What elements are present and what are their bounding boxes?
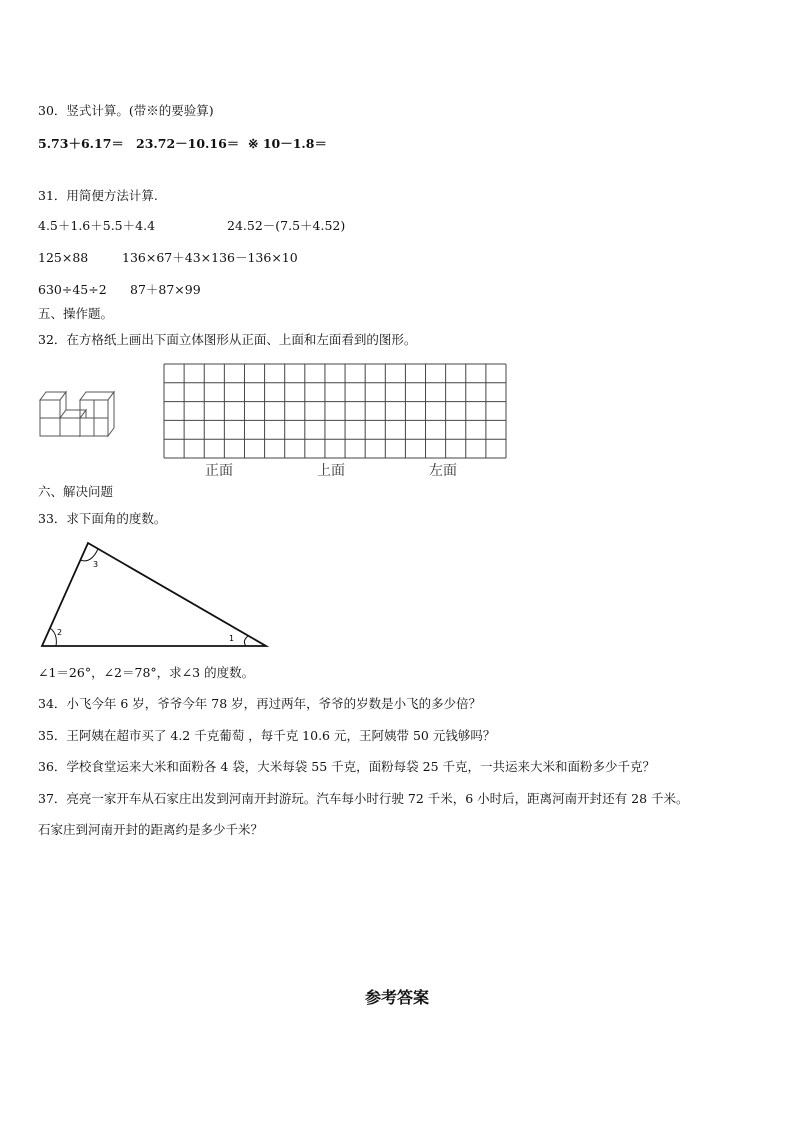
q33-title: 33．求下面角的度数。 xyxy=(38,511,167,526)
q30-expr-2: 23.72－10.16＝ xyxy=(136,136,240,151)
q31-expr-6: 87＋87×99 xyxy=(130,282,201,297)
q30-expr-1: 5.73＋6.17＝ xyxy=(38,136,124,151)
answer-section-title: 参考答案 xyxy=(364,988,429,1007)
square-grid-paper[interactable] xyxy=(163,363,507,459)
q31-expr-4: 136×67＋43×136－136×10 xyxy=(122,250,298,265)
q35-text: 35．王阿姨在超市买了 4.2 千克葡萄 ，每千克 10.6 元，王阿姨带 50 元钱够吗？ xyxy=(38,728,496,743)
q36-text: 36．学校食堂运来大米和面粉各 4 袋，大米每袋 55 千克，面粉每袋 25 千克，一共运来大米和面粉多少千克？ xyxy=(38,759,656,774)
q37-line-2: 石家庄到河南开封的距离约是多少千米？ xyxy=(38,822,264,837)
q31-expr-1: 4.5＋1.6＋5.5＋4.4 xyxy=(38,218,156,233)
q32-title: 32．在方格纸上画出下面立体图形从正面、上面和左面看到的图形。 xyxy=(38,332,417,347)
triangle-figure xyxy=(36,540,272,652)
angle-label-3: 3 xyxy=(93,560,99,569)
q31-expr-3: 125×88 xyxy=(38,250,89,265)
q31-row-3 xyxy=(38,282,201,298)
angle-label-1: 1 xyxy=(229,634,235,643)
q37-line-1: 37．亮亮一家开车从石家庄出发到河南开封游玩。汽车每小时行驶 72 千米，6 小时后，距离河南开封还有 28 千米。 xyxy=(38,791,689,806)
cube-solid-figure xyxy=(36,386,120,438)
q34-text: 34．小飞今年 6 岁，爷爷今年 78 岁，再过两年，爷爷的岁数是小飞的多少倍？ xyxy=(38,696,482,711)
grid-label-front: 正面 xyxy=(205,463,233,479)
q33-given: ∠1＝26°，∠2＝78°，求∠3 的度数。 xyxy=(38,665,255,680)
q31-expr-2: 24.52－(7.5＋4.52) xyxy=(227,218,346,233)
section-5-heading: 五、操作题。 xyxy=(38,306,114,321)
q31-title: 31．用简便方法计算. xyxy=(38,188,158,203)
grid-label-left: 左面 xyxy=(429,463,457,479)
q30-expr-3: ※ 10－1.8＝ xyxy=(248,136,327,151)
q30-title: 30．竖式计算。(带※的要验算) xyxy=(38,103,214,118)
q31-expr-5: 630÷45÷2 xyxy=(38,282,107,297)
q30-expressions xyxy=(38,136,327,152)
angle-label-2: 2 xyxy=(57,628,63,637)
section-6-heading: 六、解决问题 xyxy=(38,484,114,499)
q31-row-2 xyxy=(38,250,298,266)
q31-row-1 xyxy=(38,218,346,234)
grid-label-top: 上面 xyxy=(317,463,345,479)
